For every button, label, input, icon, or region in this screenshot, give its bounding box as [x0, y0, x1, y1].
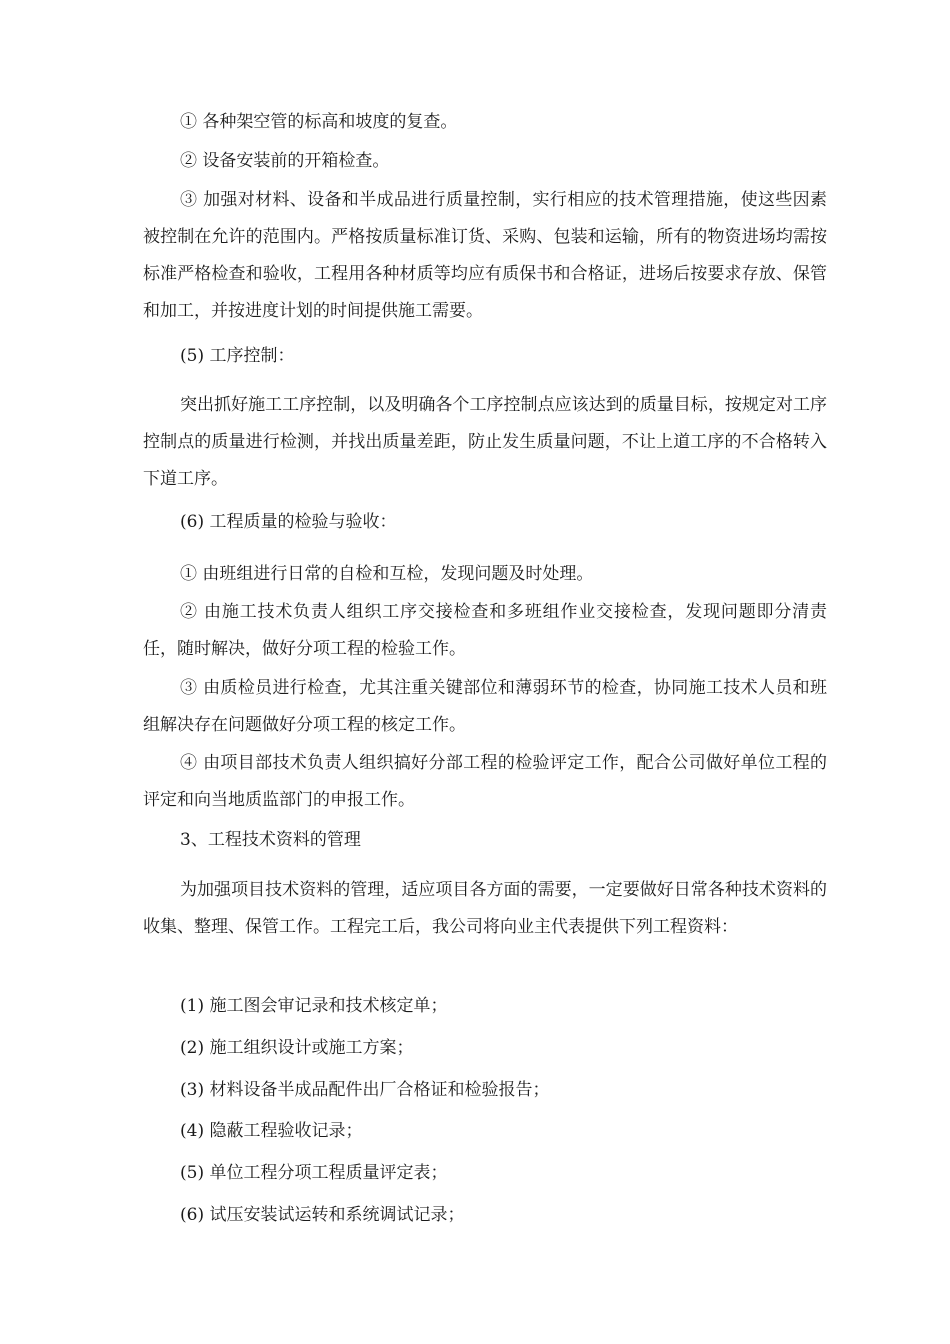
- heading-process-control: (5) 工序控制：: [180, 346, 295, 366]
- paragraph-inspector-check: ③ 由质检员进行检查，尤其注重关键部位和薄弱环节的检查，协同施工技术人员和班组解决存在问题做好分项工程的核定工作。: [143, 678, 827, 735]
- paragraph-pipe-elevation-check: ① 各种架空管的标高和坡度的复查。: [180, 112, 458, 132]
- paragraph-material-quality-control: ③ 加强对材料、设备和半成品进行质量控制，实行相应的技术管理措施，使这些因素被控制在允许的范围内。严格按质量标准订货、采购、包装和运输，所有的物资进场均需按标准严格检查和验收，工程用各种材质等均应有质保书和合格证，进场后按要求存放、保管和加工，并按进度计划的时间提供施工需要。: [143, 190, 827, 321]
- list-item-quality-evaluation: (5) 单位工程分项工程质量评定表；: [180, 1163, 448, 1183]
- paragraph-handover-check: ② 由施工技术负责人组织工序交接检查和多班组作业交接检查，发现问题即分清责任，随时解决，做好分项工程的检验工作。: [143, 602, 827, 659]
- list-item-drawing-review: (1) 施工图会审记录和技术核定单；: [180, 996, 448, 1016]
- list-item-concealed-works: (4) 隐蔽工程验收记录；: [180, 1121, 363, 1141]
- paragraph-technical-documents: 为加强项目技术资料的管理，适应项目各方面的需要，一定要做好日常各种技术资料的收集、整理、保管工作。工程完工后，我公司将向业主代表提供下列工程资料：: [143, 880, 827, 937]
- paragraph-equipment-unpacking: ② 设备安装前的开箱检查。: [180, 151, 390, 171]
- list-item-certificates: (3) 材料设备半成品配件出厂合格证和检验报告；: [180, 1080, 550, 1100]
- paragraph-project-evaluation: ④ 由项目部技术负责人组织搞好分部工程的检验评定工作，配合公司做好单位工程的评定和向当地质监部门的申报工作。: [143, 753, 827, 810]
- list-item-construction-plan: (2) 施工组织设计或施工方案；: [180, 1038, 414, 1058]
- list-item-commissioning-records: (6) 试压安装试运转和系统调试记录；: [180, 1205, 465, 1225]
- heading-technical-documents: 3、工程技术资料的管理: [180, 830, 361, 850]
- heading-inspection-acceptance: (6) 工程质量的检验与验收：: [180, 512, 397, 532]
- paragraph-team-self-check: ① 由班组进行日常的自检和互检，发现问题及时处理。: [180, 564, 594, 584]
- paragraph-process-control: 突出抓好施工工序控制，以及明确各个工序控制点应该达到的质量目标，按规定对工序控制点的质量进行检测，并找出质量差距，防止发生质量问题，不让上道工序的不合格转入下道工序。: [143, 395, 827, 489]
